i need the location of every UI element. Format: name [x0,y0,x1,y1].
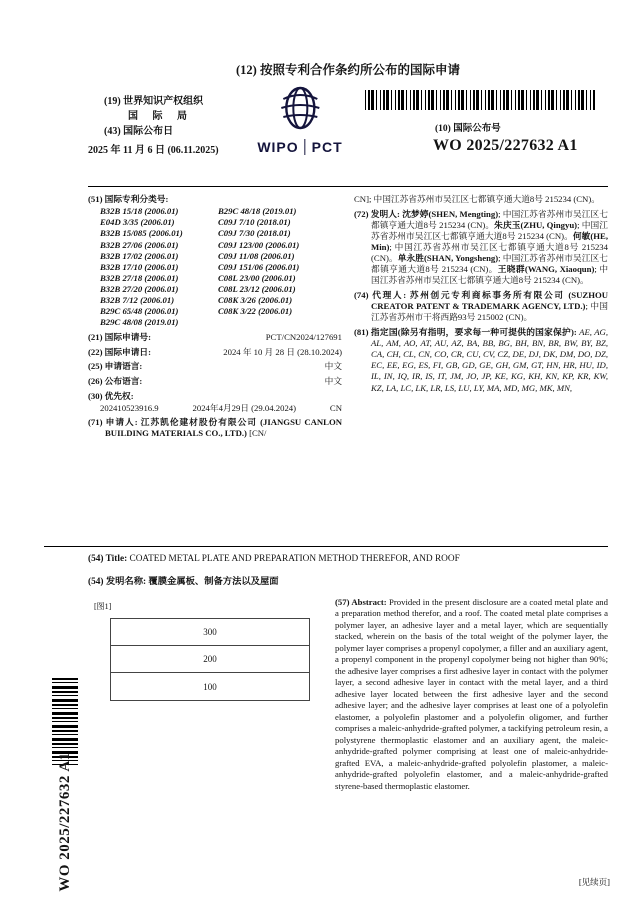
priority-number: 202410523916.9 [100,402,159,413]
pub-date-label: (43) 国际公布日 [104,126,174,137]
filing-date-label: (22) 国际申请日: [88,346,151,357]
pct-wordmark: PCT [311,139,343,155]
ipc-code: C09J 123/00 (2006.01) [218,239,300,250]
title-english-line [88,554,608,564]
figure-drawing [110,618,310,701]
ipc-code: C08K 3/22 (2006.01) [218,306,293,317]
continued-note: [见续页] [578,877,610,887]
priority-data-row [88,403,342,414]
header-right [365,90,597,155]
inventors-paragraph [354,209,608,287]
designated-intro: 指定国(除另有指明，要求每一种可提供的国家保护): [370,326,580,337]
inventor-name: 何敏(HE, Min) [371,230,608,252]
ipc-code: B32B 17/02 (2006.01) [100,250,179,261]
publication-language-row [88,376,342,387]
applicant-continuation: CN]; 中国江苏省苏州市吴江区七都镇亨通大道8号 215234 (CN)。 [354,194,600,204]
abstract-text: Provided in the present disclosure are a coated metal plate and a preparation method therefor, and a roof. The coated metal plate comprises a polymer layer, an adhesive layer and a metal layer, which are sequentially stacked, wherein on the basis of the total weight of the polymer layer, the polymer layer comprises a propenyl copolymer, a filler and an auxiliary agent, a propenyl component in the propenyl copolymer being not higher than 90%; the adhesive layer comprises a first adhesive layer in contact with the polymer layer, a second adhesive layer in contact with the metal layer, and a third adhesive layer located between the first adhesive layer and the second adhesive layer; and the adhesive layer comprises at least one of a polyolefin elastomer, a polyolefin plastomer and a polyolefin oligomer, and further comprises a maleic-anhydride-grafted polymer, a tackifying petroleum resin, a polystyrene thermoplastic elastomer and an auxiliary agent, the maleic-anhydride-grafted polymer comprising at least one of maleic-anhydride-grafted EVA, a maleic-anhydride-grafted polyolefin plastomer, a maleic-anhydride-grafted polyolefin elastomer, and a maleic-anhydride-grafted styrene-based thermoplastic elastomer. [335,597,608,791]
filing-date-row [88,347,342,358]
org-name: (19) 世界知识产权组织 [104,96,204,107]
inventor-name: 朱庆玉(ZHU, Qingyu) [494,219,578,230]
ipc-code-list [88,206,342,328]
ipc-code: B32B 15/085 (2006.01) [100,228,183,239]
inventor-name: 沈梦婷(SHEN, Mengting) [402,208,499,219]
abstract-label: (57) Abstract: [335,597,390,607]
agent-paragraph [354,290,608,323]
ipc-code: C08L 23/00 (2006.01) [218,272,296,283]
title-divider [44,546,608,547]
publication-language-label: (26) 公布语言: [88,375,143,386]
title-chinese-line [88,573,608,587]
wipo-wordmark: WIPO [257,139,299,155]
ipc-code: B32B 17/10 (2006.01) [100,261,179,272]
pub-number-label: (10) 国际公布号 [435,124,501,134]
vertical-publication-number: WO 2025/227632 A1 [57,752,73,892]
ipc-code: B32B 7/12 (2006.01) [100,295,175,306]
agent-name: 苏州创元专利商标事务所有限公司 (SUZHOU CREATOR PATENT & TRADEMARK AGENCY, LTD.) [371,290,608,312]
priority-country: CN [329,402,342,413]
filing-date: 2024 年 10 月 28 日 (28.10.2024) [223,346,342,357]
filing-language-row [88,361,342,372]
ipc-code: B29C 48/08 (2019.01) [100,317,179,328]
ipc-code: C09J 7/10 (2018.01) [218,217,291,228]
ipc-code: B32B 27/18 (2006.01) [100,272,179,283]
application-number-row [88,332,342,343]
agent-label: (74) 代理人: [354,290,410,300]
pub-date: 2025 年 11 月 6 日 (06.11.2025) [88,145,219,156]
applicant-tail: [CN/ [249,428,267,439]
inventor-address: ; 中国江苏省苏州市吴江区七都镇亨通大道8号 215234 (CN)。 [371,219,608,241]
applicant-label: (71) 申请人: [88,417,141,428]
application-number: PCT/CN2024/127691 [265,332,342,342]
figure-abstract-row [88,597,608,792]
ipc-code: B32B 15/18 (2006.01) [100,206,179,217]
designated-states: AE, AG, AL, AM, AO, AT, AU, AZ, BA, BB, BG, BH, BN, BR, BW, BY, BZ, CA, CH, CL, CN, CO, CR, CU, CV, CZ, DE, DJ, DK, DM, DO, DZ, EC, EE, EG, ES, FI, GB, GD, GE, GH, GM, GT, HN, HR, HU, ID, IL, IN, IQ, IR, IS, IT, JM, JO, JP, KE, KG, KH, KN, KP, KR, KW, KZ, LA, LC, LK, LR, LS, LU, LY, MA, MD, MG, MK, MN, [371,326,608,393]
inventors-label: (72) 发明人: [354,208,403,219]
horizontal-barcode [365,90,595,110]
ipc-code: B32B 27/06 (2006.01) [100,239,179,250]
ipc-code: B29C 48/18 (2019.01) [218,206,297,217]
ipc-label: (51) 国际专利分类号: [88,194,169,204]
designated-label: (81) [354,326,371,337]
header-left [88,94,219,158]
abstract-paragraph [335,597,608,792]
inventor-name: 王晓群(WANG, Xiaoqun) [497,264,595,275]
wordmark-divider [305,139,306,155]
left-column [88,194,342,546]
ipc-code: C09J 7/30 (2018.01) [218,228,291,239]
ipc-code: B29C 65/48 (2006.01) [100,306,179,317]
ipc-code: E04D 3/35 (2006.01) [100,217,175,228]
agent-address: ; 中国江苏省苏州市干将西路93号 215002 (CN)。 [371,301,608,323]
figure-layer-200: 200 [111,646,309,673]
title-chinese: 覆膜金属板、制备方法以及屋面 [148,577,279,587]
ipc-code: C08K 3/26 (2006.01) [218,295,293,306]
pct-statement-line: (12) 按照专利合作条约所公布的国际申请 [236,63,460,77]
priority-label: (30) 优先权: [88,390,134,401]
inventor-address: ; 中国江苏省苏州市吴江区七都镇亨通大道8号 215234 (CN)。 [371,208,609,230]
title-english-label: (54) Title: [88,554,130,564]
applicant-paragraph [88,417,342,439]
wipo-logo [257,86,342,155]
priority-date: 2024年4月29日 (29.04.2024) [192,402,297,413]
title-chinese-label: (54) 发明名称: [88,577,149,587]
ipc-code: C08L 23/12 (2006.01) [218,284,296,294]
publication-language: 中文 [324,375,342,386]
pub-number: WO 2025/227632 A1 [433,137,578,154]
wipo-pct-wordmark [257,139,342,155]
filing-language: 中文 [324,361,342,372]
figure-layer-100: 100 [203,681,217,692]
figure-area [88,597,335,792]
international-bureau: 国 际 局 [128,111,193,122]
inventor-name: 单永胜(SHAN, Yongsheng) [397,253,499,264]
inventor-address: ; 中国江苏省苏州市吴江区七都镇亨通大道8号 215234 (CN)。 [371,264,609,286]
ipc-code: C09J 151/06 (2006.01) [218,261,300,272]
inventor-address: ; 中国江苏省苏州市吴江区七都镇亨通大道8号 215234 (CN)。 [371,253,608,275]
applicant-name: 江苏凯伦建材股份有限公司 (JIANGSU CANLON BUILDING MATERIALS CO., LTD.) [105,417,342,439]
title-english: COATED METAL PLATE AND PREPARATION METHOD THEREFOR, AND ROOF [129,554,460,564]
header [88,90,608,182]
priority-row [88,391,342,402]
header-divider [88,186,608,187]
page-content [88,0,608,792]
figure-caption: [图1] [94,602,112,611]
ipc-code [218,317,342,328]
right-column [354,194,608,546]
bibliographic-columns [88,194,608,546]
inventor-address: ; 中国江苏省苏州市吴江区七都镇亨通大道8号 215234 (CN)。 [371,242,608,264]
ipc-code: C09J 11/08 (2006.01) [218,250,295,261]
wipo-globe-icon [276,86,324,132]
designated-states-paragraph [354,327,608,394]
filing-language-label: (25) 申请语言: [88,361,143,372]
figure-layer-300: 300 [111,619,309,646]
application-number-label: (21) 国际申请号: [88,332,151,342]
ipc-code: B32B 27/20 (2006.01) [100,284,179,294]
